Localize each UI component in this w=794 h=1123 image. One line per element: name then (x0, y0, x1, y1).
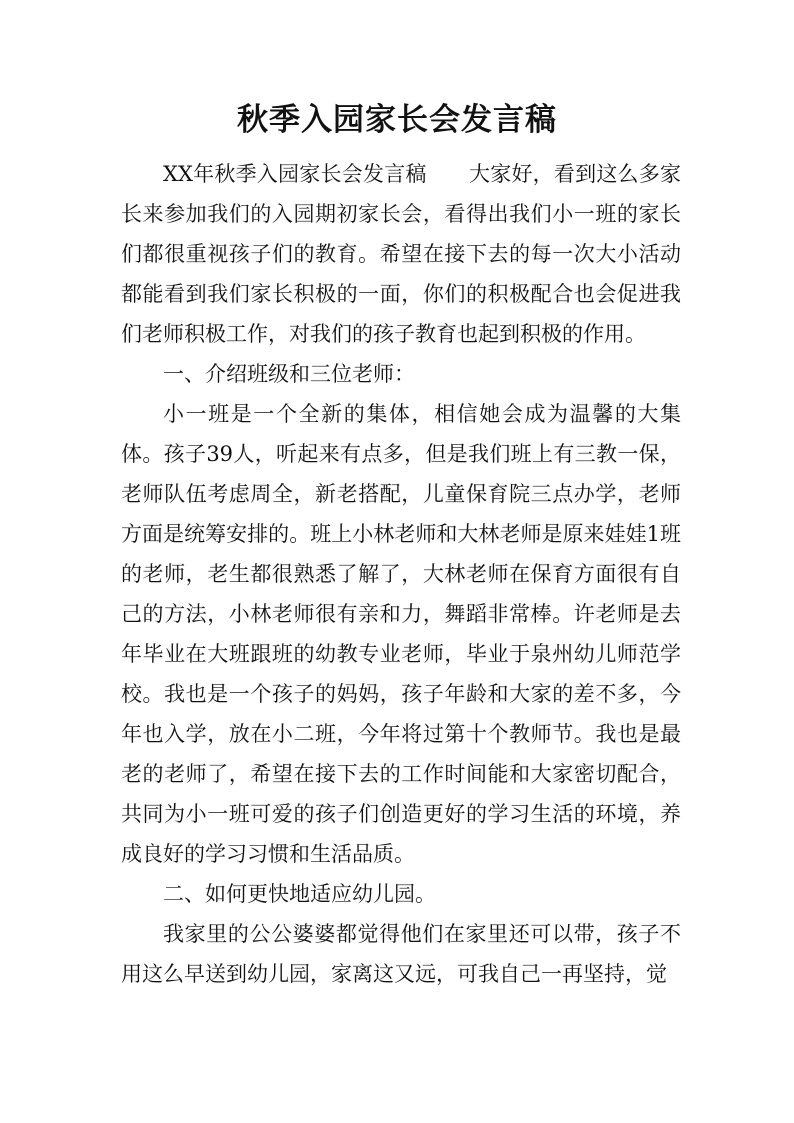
document-body (121, 154, 681, 994)
paragraph-adaptation: 我家里的公公婆婆都觉得他们在家里还可以带，孩子不用这么早送到幼儿园，家离这又远，可我自己一再坚持，觉 (121, 922, 681, 986)
document-title: 秋季入园家长会发言稿 (237, 102, 557, 138)
paragraph-class-intro: 小一班是一个全新的集体，相信她会成为温馨的大集体。孩子39人，听起来有点多，但是我们班上有三教一保，老师队伍考虑周全，新老搭配，儿童保育院三点办学，老师方面是统筹安排的。班上小林老师和大林老师是原来娃娃1班的老师，老生都很熟悉了解了，大林老师在保育方面很有自己的方法，小林老师很有亲和力，舞蹈非常棒。许老师是去年毕业在大班跟班的幼教专业老师，毕业于泉州幼儿师范学校。我也是一个孩子的妈妈，孩子年龄和大家的差不多，今年也入学，放在小二班，今年将过第十个教师节。我也是最老的老师了，希望在接下去的工作时间能和大家密切配合，共同为小一班可爱的孩子们创造更好的学习生活的环境，养成良好的学习习惯和生活品质。 (121, 402, 681, 866)
paragraph-intro: XX年秋季入园家长会发言稿 大家好，看到这么多家长来参加我们的入园期初家长会，看得出我们小一班的家长们都很重视孩子们的教育。希望在接下去的每一次大小活动都能看到我们家长积极的一面，你们的积极配合也会促进我们老师积极工作，对我们的孩子教育也起到积极的作用。 (121, 162, 681, 346)
section-heading-2: 二、如何更快地适应幼儿园。 (163, 882, 436, 906)
section-heading-1: 一、介绍班级和三位老师： (163, 362, 415, 386)
